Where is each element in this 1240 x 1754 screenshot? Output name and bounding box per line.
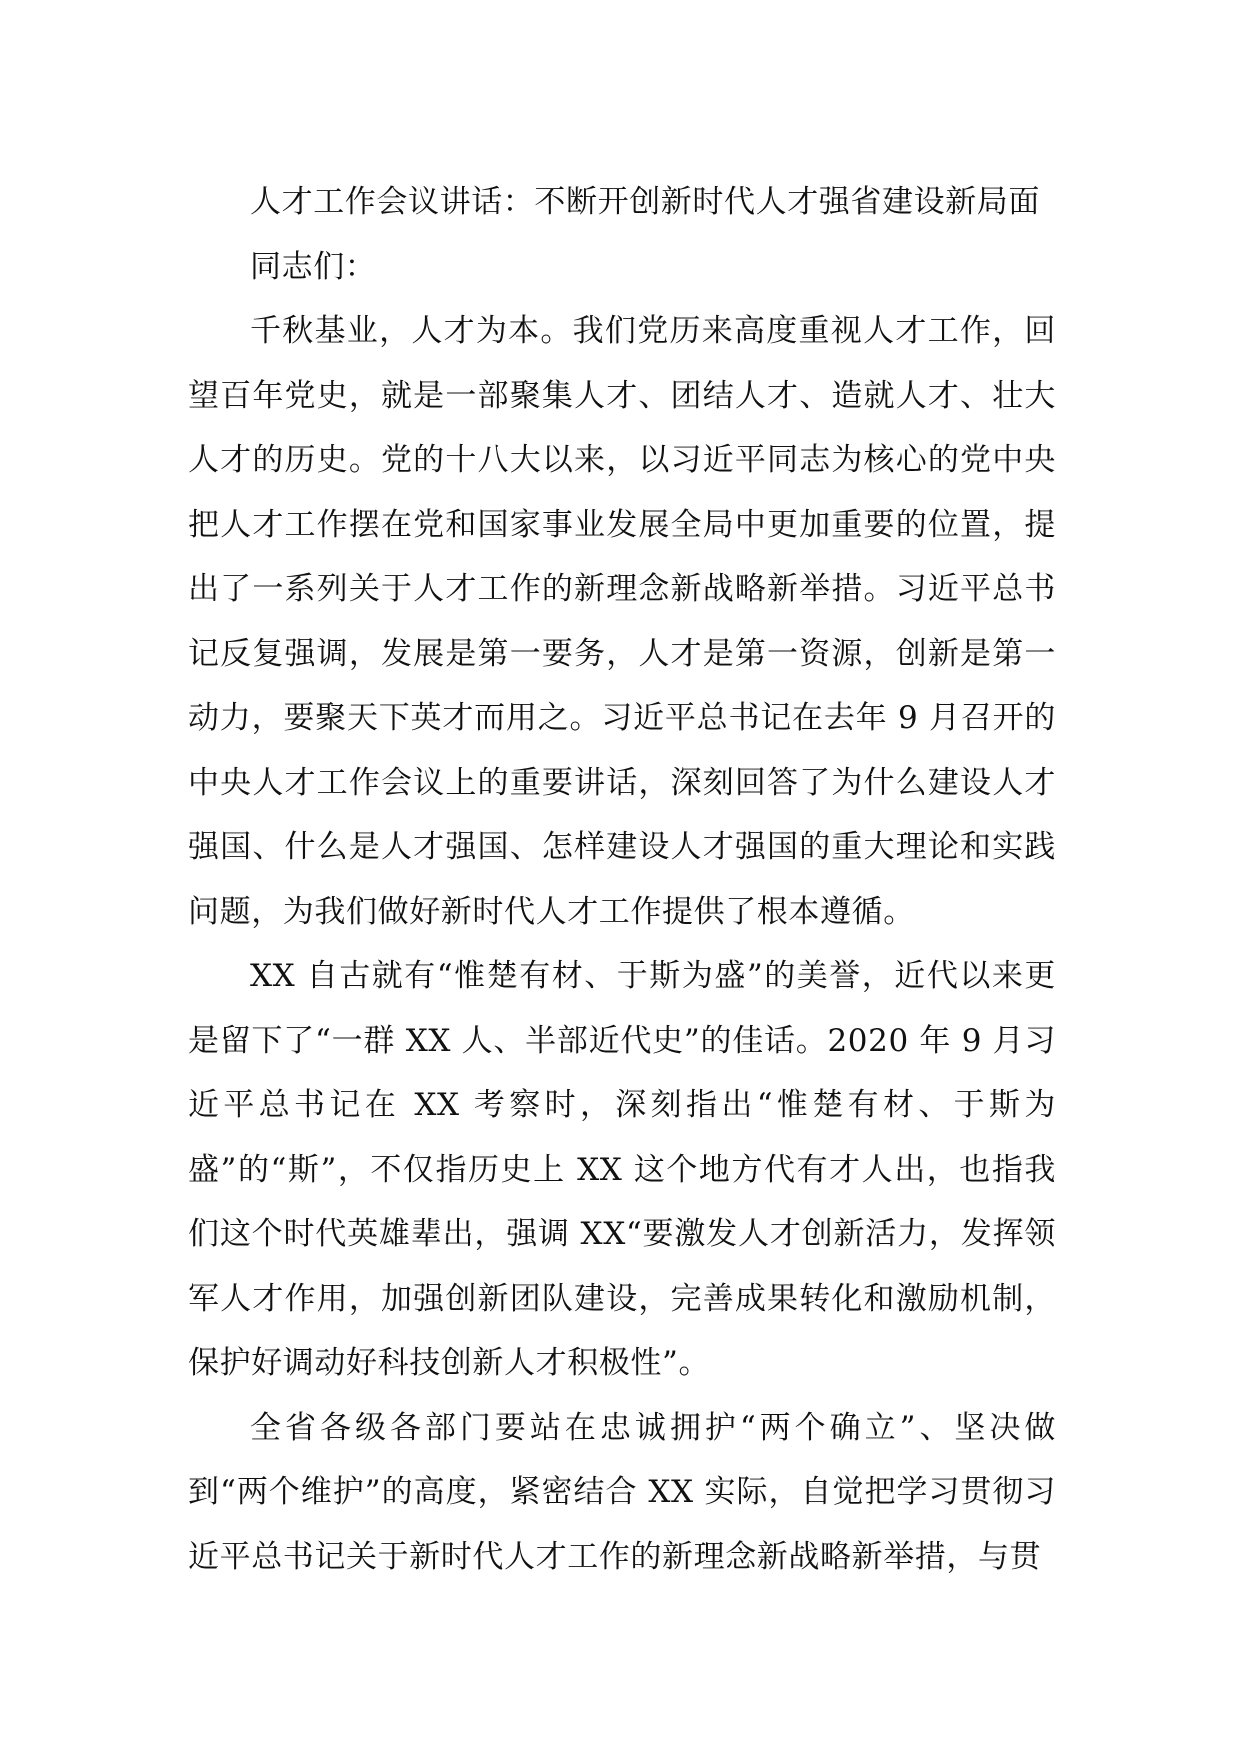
document-body [188, 170, 1056, 1589]
paragraph: XX 自古就有“惟楚有材、于斯为盛”的美誉，近代以来更是留下了“一群 XX 人、半部近代史”的佳话。2020 年 9 月习近平总书记在 XX 考察时，深刻指出“惟楚有材、于斯为盛”的“斯”，不仅指历史上 XX 这个地方代有才人出，也指我们这个时代英雄辈出，强调 XX“要激发人才创新活力，发挥领军人才作用，加强创新团队建设，完善成果转化和激励机制，保护好调动好科技创新人才积极性”。 [188, 958, 1056, 1381]
paragraph: 千秋基业，人才为本。我们党历来高度重视人才工作，回望百年党史，就是一部聚集人才、团结人才、造就人才、壮大人才的历史。党的十八大以来，以习近平同志为核心的党中央把人才工作摆在党和国家事业发展全局中更加重要的位置，提出了一系列关于人才工作的新理念新战略新举措。习近平总书记反复强调，发展是第一要务，人才是第一资源，创新是第一动力，要聚天下英才而用之。习近平总书记在去年 9 月召开的中央人才工作会议上的重要讲话，深刻回答了为什么建设人才强国、什么是人才强国、怎样建设人才强国的重大理论和实践问题，为我们做好新时代人才工作提供了根本遵循。 [188, 313, 1056, 930]
document-title: 人才工作会议讲话：不断开创新时代人才强省建设新局面 [250, 184, 1040, 220]
paragraph: 全省各级各部门要站在忠诚拥护“两个确立”、坚决做到“两个维护”的高度，紧密结合 XX 实际，自觉把学习贯彻习近平总书记关于新时代人才工作的新理念新战略新举措，与贯 [188, 1409, 1056, 1575]
salutation: 同志们： [250, 248, 377, 285]
